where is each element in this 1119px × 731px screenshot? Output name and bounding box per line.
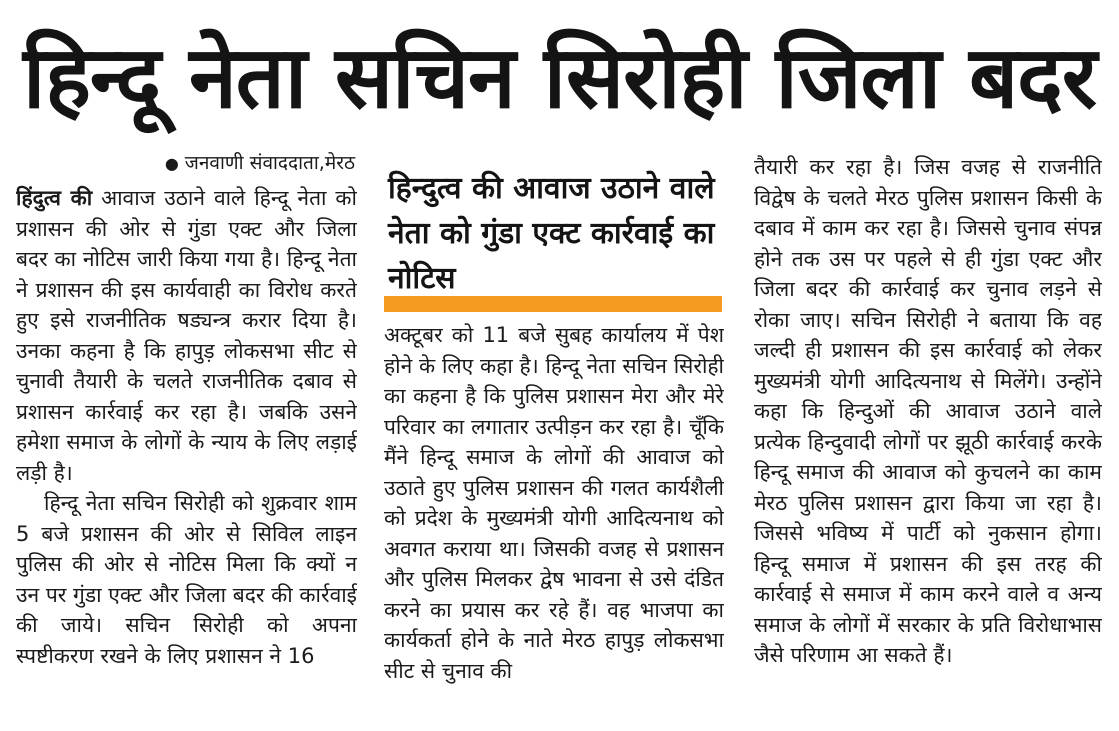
headline: हिन्दू नेता सचिन सिरोही जिला बदर (22, 28, 1097, 128)
lead-in-bold: हिंदुत्व की (16, 186, 93, 210)
accent-bar (384, 296, 722, 312)
article-column-1 (16, 150, 357, 726)
paragraph-1-text: आवाज उठाने वाले हिन्दू नेता को प्रशासन की ओर से गुंडा एक्ट और जिला बदर का नोटिस जारी किया गया है। हिन्दू नेता ने प्रशासन की इस कार्यवाही का विरोध करते हुए इसे राजनीतिक षड्यन्त्र करार दिया है। उनका कहना है कि हापुड़ लोकसभा सीट से चुनावी तैयारी के चलते राजनीतिक दबाव से प्रशासन कार्रवाई कर रहा है। जबकि उसने हमेशा समाज के लोगों के न्याय के लिए लड़ाई लड़ी है। (16, 186, 357, 485)
article-column-2 (384, 320, 724, 720)
subheadline: हिन्दुत्व की आवाज उठाने वाले नेता को गुंडा एक्ट कार्रवाई का नोटिस (388, 171, 715, 296)
byline-text: जनवाणी संवाददाता,मेरठ (184, 152, 355, 174)
byline (16, 150, 357, 177)
bullet-icon: ● (164, 154, 179, 173)
column-3-text: तैयारी कर रहा है। जिस वजह से राजनीति विद्वेष के चलते मेरठ पुलिस प्रशासन किसी के दबाव में काम कर रहा है। जिससे चुनाव संपन्न होने तक उस पर पहले से ही गुंडा एक्ट और जिला बदर की कार्रवाई कर चुनाव लड़ने से रोका जाए। सचिन सिरोही ने बताया कि वह जल्दी ही प्रशासन की इस कार्रवाई को लेकर मुख्यमंत्री योगी आदित्यनाथ से मिलेंगे। उन्होंने कहा कि हिन्दुओं की आवाज उठाने वाले प्रत्येक हिन्दुवादी लोगों पर झूठी कार्रवाई करके हिन्दू समाज की आवाज को कुचलने का काम मेरठ पुलिस प्रशासन द्वारा किया जा रहा है। जिससे भविष्य में पार्टी को नुकसान होगा। हिन्दू समाज में प्रशासन की इस तरह की कार्रवाई से समाज में काम करने वाले व अन्य समाज के लोगों में सरकार के प्रति विरोधाभास जैसे परिणाम आ सकते हैं। (754, 155, 1102, 667)
column-2-text: अक्टूबर को 11 बजे सुबह कार्यालय में पेश होने के लिए कहा है। हिन्दू नेता सचिन सिरोही का कहना है कि पुलिस प्रशासन मेरा और मेरे परिवार का लगातार उत्पीड़न कर रहा है। चूँकि मैंने हिन्दू समाज के लोगों की आवाज को उठाते हुए पुलिस प्रशासन की गलत कार्यशैली को प्रदेश के मुख्यमंत्री योगी आदित्यनाथ को अवगत कराया था। जिसकी वजह से प्रशासन और पुलिस मिलकर द्वेष भावना से उसे दंडित करने का प्रयास कर रहे हैं। वह भाजपा का कार्यकर्ता होने के नाते मेरठ हापुड़ लोकसभा सीट से चुनाव की (384, 323, 724, 683)
paragraph-2: हिन्दू नेता सचिन सिरोही को शुक्रवार शाम 5 बजे प्रशासन की ओर से सिविल लाइन पुलिस की ओर से नोटिस मिला कि क्यों न उन पर गुंडा एक्ट और जिला बदर की कार्रवाई की जाये। सचिन सिरोही को अपना स्पष्टीकरण रखने के लिए प्रशासन ने 16 (16, 491, 357, 668)
article-column-3 (754, 152, 1102, 720)
paragraph-1 (16, 183, 357, 488)
